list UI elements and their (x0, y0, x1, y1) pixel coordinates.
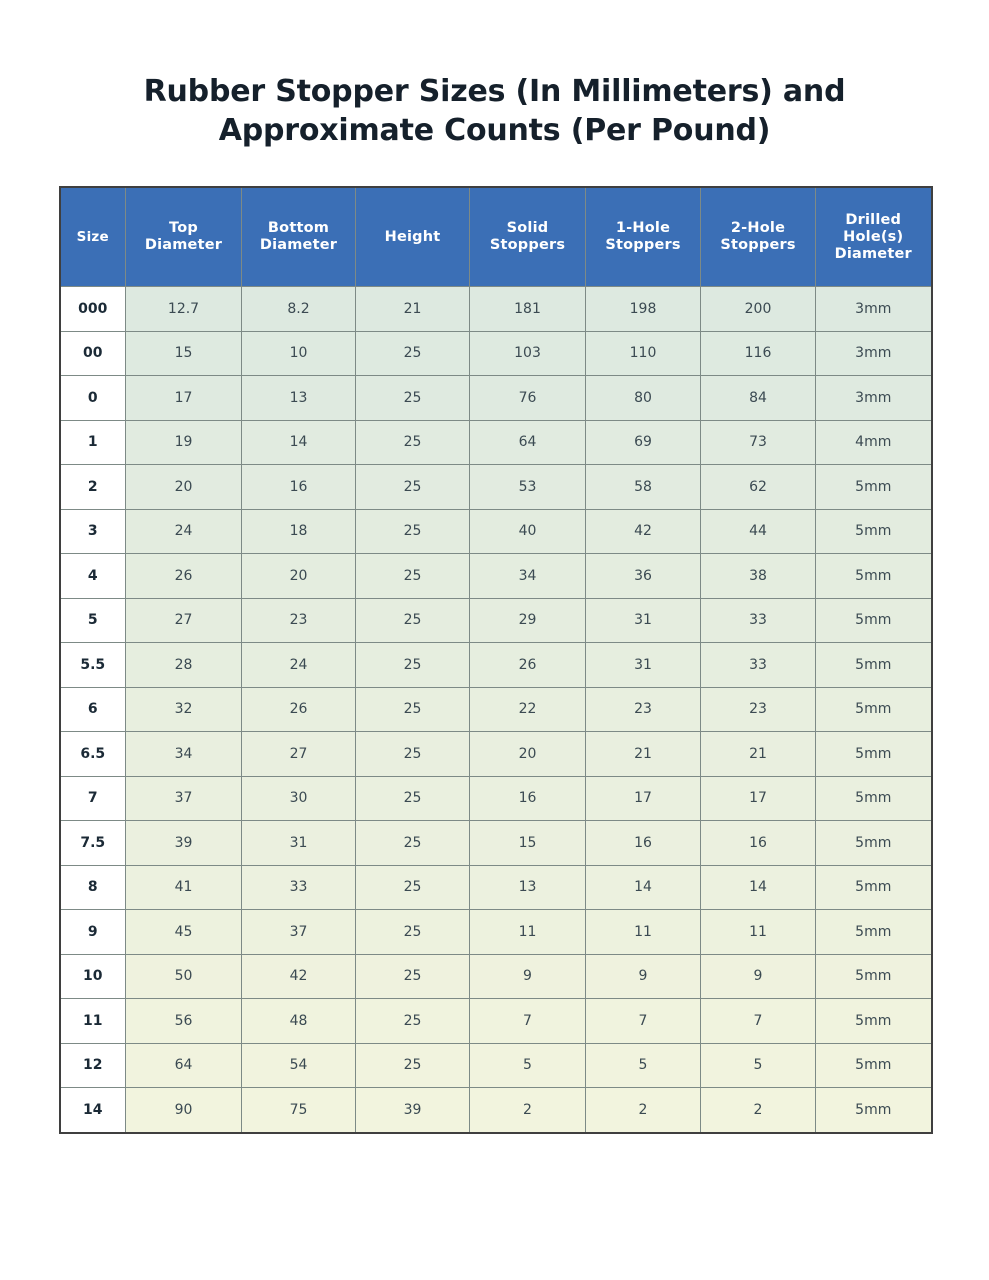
header-main-top: Top (169, 220, 198, 236)
cell-height: 25 (356, 732, 470, 777)
table-row (60, 1088, 932, 1133)
cell-bottom-diameter: 26 (242, 687, 356, 732)
table-row (60, 598, 932, 643)
cell-drilled-hole-diameter: 3mm (816, 287, 932, 332)
table-header (60, 187, 932, 287)
cell-2-hole-stoppers: 200 (701, 287, 816, 332)
cell-2-hole-stoppers: 62 (701, 465, 816, 510)
cell-height: 25 (356, 465, 470, 510)
cell-drilled-hole-diameter: 5mm (816, 1088, 932, 1133)
cell-solid-stoppers: 53 (470, 465, 586, 510)
cell-bottom-diameter: 16 (242, 465, 356, 510)
cell-drilled-hole-diameter: 5mm (816, 509, 932, 554)
cell-solid-stoppers: 16 (470, 776, 586, 821)
table-row (60, 376, 932, 421)
cell-bottom-diameter: 75 (242, 1088, 356, 1133)
cell-height: 25 (356, 420, 470, 465)
column-header-height (356, 187, 470, 287)
table-row (60, 954, 932, 999)
cell-size: 0 (60, 376, 126, 421)
cell-size: 2 (60, 465, 126, 510)
cell-height: 25 (356, 554, 470, 599)
header-sub-solid: Stoppers (489, 237, 566, 253)
cell-bottom-diameter: 13 (242, 376, 356, 421)
cell-size: 5.5 (60, 643, 126, 688)
cell-top-diameter: 24 (126, 509, 242, 554)
cell-height: 25 (356, 821, 470, 866)
table-row (60, 420, 932, 465)
cell-drilled-hole-diameter: 5mm (816, 554, 932, 599)
cell-1-hole-stoppers: 7 (586, 999, 701, 1044)
cell-2-hole-stoppers: 9 (701, 954, 816, 999)
cell-size: 000 (60, 287, 126, 332)
cell-2-hole-stoppers: 116 (701, 331, 816, 376)
cell-top-diameter: 27 (126, 598, 242, 643)
cell-solid-stoppers: 9 (470, 954, 586, 999)
cell-1-hole-stoppers: 31 (586, 643, 701, 688)
cell-size: 7.5 (60, 821, 126, 866)
column-header-drilled-hole-diameter (816, 187, 932, 287)
cell-1-hole-stoppers: 58 (586, 465, 701, 510)
cell-1-hole-stoppers: 2 (586, 1088, 701, 1133)
cell-height: 25 (356, 910, 470, 955)
cell-bottom-diameter: 42 (242, 954, 356, 999)
cell-1-hole-stoppers: 31 (586, 598, 701, 643)
cell-top-diameter: 90 (126, 1088, 242, 1133)
cell-bottom-diameter: 27 (242, 732, 356, 777)
cell-top-diameter: 17 (126, 376, 242, 421)
cell-bottom-diameter: 54 (242, 1043, 356, 1088)
table-row (60, 687, 932, 732)
cell-height: 39 (356, 1088, 470, 1133)
cell-drilled-hole-diameter: 5mm (816, 643, 932, 688)
cell-bottom-diameter: 24 (242, 643, 356, 688)
cell-drilled-hole-diameter: 5mm (816, 865, 932, 910)
cell-bottom-diameter: 8.2 (242, 287, 356, 332)
cell-bottom-diameter: 18 (242, 509, 356, 554)
table-row (60, 331, 932, 376)
cell-1-hole-stoppers: 11 (586, 910, 701, 955)
cell-size: 00 (60, 331, 126, 376)
cell-size: 11 (60, 999, 126, 1044)
cell-bottom-diameter: 20 (242, 554, 356, 599)
cell-drilled-hole-diameter: 3mm (816, 376, 932, 421)
cell-height: 25 (356, 509, 470, 554)
cell-height: 25 (356, 865, 470, 910)
cell-size: 3 (60, 509, 126, 554)
cell-2-hole-stoppers: 73 (701, 420, 816, 465)
cell-bottom-diameter: 10 (242, 331, 356, 376)
header-main-solid: Solid (506, 220, 549, 236)
column-header-1-hole-stoppers (586, 187, 701, 287)
table-header-row (60, 187, 932, 287)
column-header-size (60, 187, 126, 287)
header-sub-bottom: Diameter (259, 237, 338, 253)
cell-1-hole-stoppers: 5 (586, 1043, 701, 1088)
cell-size: 4 (60, 554, 126, 599)
cell-top-diameter: 19 (126, 420, 242, 465)
cell-drilled-hole-diameter: 5mm (816, 465, 932, 510)
cell-top-diameter: 41 (126, 865, 242, 910)
cell-top-diameter: 37 (126, 776, 242, 821)
cell-top-diameter: 50 (126, 954, 242, 999)
cell-2-hole-stoppers: 21 (701, 732, 816, 777)
cell-top-diameter: 28 (126, 643, 242, 688)
cell-height: 25 (356, 1043, 470, 1088)
cell-top-diameter: 15 (126, 331, 242, 376)
table-row (60, 821, 932, 866)
header-sub-drilled: Hole(s) (843, 228, 904, 245)
cell-top-diameter: 34 (126, 732, 242, 777)
cell-drilled-hole-diameter: 5mm (816, 1043, 932, 1088)
header-sub-one-hole: Stoppers (605, 237, 681, 253)
cell-size: 10 (60, 954, 126, 999)
cell-solid-stoppers: 34 (470, 554, 586, 599)
table-row (60, 776, 932, 821)
cell-2-hole-stoppers: 17 (701, 776, 816, 821)
cell-bottom-diameter: 23 (242, 598, 356, 643)
cell-drilled-hole-diameter: 5mm (816, 732, 932, 777)
cell-height: 25 (356, 776, 470, 821)
cell-height: 25 (356, 331, 470, 376)
cell-2-hole-stoppers: 5 (701, 1043, 816, 1088)
cell-solid-stoppers: 103 (470, 331, 586, 376)
cell-1-hole-stoppers: 14 (586, 865, 701, 910)
cell-height: 25 (356, 598, 470, 643)
cell-top-diameter: 64 (126, 1043, 242, 1088)
cell-2-hole-stoppers: 14 (701, 865, 816, 910)
header-sub-two-hole: Stoppers (720, 237, 796, 253)
header-sub2-drilled: Diameter (834, 245, 912, 262)
cell-solid-stoppers: 22 (470, 687, 586, 732)
cell-solid-stoppers: 11 (470, 910, 586, 955)
cell-solid-stoppers: 40 (470, 509, 586, 554)
cell-drilled-hole-diameter: 5mm (816, 999, 932, 1044)
cell-drilled-hole-diameter: 4mm (816, 420, 932, 465)
rubber-stopper-size-table (59, 186, 933, 1134)
header-main-two-hole: 2-Hole (730, 220, 786, 236)
cell-2-hole-stoppers: 16 (701, 821, 816, 866)
cell-2-hole-stoppers: 44 (701, 509, 816, 554)
table-row (60, 1043, 932, 1088)
table-body (60, 287, 932, 1133)
cell-size: 14 (60, 1088, 126, 1133)
header-main-drilled: Drilled (845, 211, 902, 228)
cell-top-diameter: 20 (126, 465, 242, 510)
cell-height: 25 (356, 954, 470, 999)
header-main-bottom: Bottom (267, 220, 330, 236)
cell-drilled-hole-diameter: 5mm (816, 687, 932, 732)
cell-2-hole-stoppers: 2 (701, 1088, 816, 1133)
table-container (59, 186, 931, 1134)
cell-1-hole-stoppers: 9 (586, 954, 701, 999)
cell-solid-stoppers: 181 (470, 287, 586, 332)
cell-bottom-diameter: 31 (242, 821, 356, 866)
cell-solid-stoppers: 7 (470, 999, 586, 1044)
cell-bottom-diameter: 37 (242, 910, 356, 955)
column-header-top-diameter (126, 187, 242, 287)
cell-height: 25 (356, 643, 470, 688)
cell-solid-stoppers: 5 (470, 1043, 586, 1088)
cell-solid-stoppers: 13 (470, 865, 586, 910)
cell-size: 6.5 (60, 732, 126, 777)
cell-top-diameter: 56 (126, 999, 242, 1044)
cell-solid-stoppers: 64 (470, 420, 586, 465)
table-row (60, 554, 932, 599)
cell-2-hole-stoppers: 7 (701, 999, 816, 1044)
cell-height: 25 (356, 687, 470, 732)
cell-height: 25 (356, 999, 470, 1044)
title-line-2: Approximate Counts (Per Pound) (218, 113, 771, 148)
cell-bottom-diameter: 14 (242, 420, 356, 465)
cell-1-hole-stoppers: 110 (586, 331, 701, 376)
cell-height: 25 (356, 376, 470, 421)
table-row (60, 643, 932, 688)
header-main-height: Height (384, 228, 441, 245)
cell-2-hole-stoppers: 38 (701, 554, 816, 599)
title-line-1: Rubber Stopper Sizes (In Millimeters) and (143, 74, 846, 109)
table-row (60, 509, 932, 554)
cell-drilled-hole-diameter: 5mm (816, 910, 932, 955)
cell-1-hole-stoppers: 42 (586, 509, 701, 554)
cell-drilled-hole-diameter: 5mm (816, 821, 932, 866)
cell-top-diameter: 39 (126, 821, 242, 866)
header-sub-top: Diameter (144, 237, 223, 253)
cell-1-hole-stoppers: 16 (586, 821, 701, 866)
cell-top-diameter: 12.7 (126, 287, 242, 332)
cell-bottom-diameter: 33 (242, 865, 356, 910)
cell-solid-stoppers: 2 (470, 1088, 586, 1133)
column-header-bottom-diameter (242, 187, 356, 287)
cell-2-hole-stoppers: 84 (701, 376, 816, 421)
cell-1-hole-stoppers: 198 (586, 287, 701, 332)
cell-height: 21 (356, 287, 470, 332)
cell-size: 5 (60, 598, 126, 643)
page-title (0, 0, 989, 150)
cell-2-hole-stoppers: 11 (701, 910, 816, 955)
cell-1-hole-stoppers: 36 (586, 554, 701, 599)
cell-1-hole-stoppers: 21 (586, 732, 701, 777)
cell-size: 7 (60, 776, 126, 821)
cell-solid-stoppers: 15 (470, 821, 586, 866)
cell-solid-stoppers: 20 (470, 732, 586, 777)
cell-1-hole-stoppers: 17 (586, 776, 701, 821)
cell-1-hole-stoppers: 80 (586, 376, 701, 421)
cell-1-hole-stoppers: 23 (586, 687, 701, 732)
cell-drilled-hole-diameter: 5mm (816, 954, 932, 999)
cell-drilled-hole-diameter: 5mm (816, 776, 932, 821)
table-row (60, 465, 932, 510)
cell-2-hole-stoppers: 23 (701, 687, 816, 732)
cell-size: 6 (60, 687, 126, 732)
table-row (60, 732, 932, 777)
header-main-size: Size (76, 228, 109, 245)
cell-top-diameter: 26 (126, 554, 242, 599)
cell-size: 12 (60, 1043, 126, 1088)
cell-2-hole-stoppers: 33 (701, 643, 816, 688)
cell-bottom-diameter: 30 (242, 776, 356, 821)
cell-top-diameter: 32 (126, 687, 242, 732)
cell-1-hole-stoppers: 69 (586, 420, 701, 465)
cell-solid-stoppers: 26 (470, 643, 586, 688)
column-header-solid-stoppers (470, 187, 586, 287)
header-main-one-hole: 1-Hole (615, 220, 671, 236)
cell-drilled-hole-diameter: 3mm (816, 331, 932, 376)
cell-size: 8 (60, 865, 126, 910)
cell-solid-stoppers: 76 (470, 376, 586, 421)
table-row (60, 910, 932, 955)
table-row (60, 287, 932, 332)
column-header-2-hole-stoppers (701, 187, 816, 287)
cell-size: 9 (60, 910, 126, 955)
cell-drilled-hole-diameter: 5mm (816, 598, 932, 643)
cell-solid-stoppers: 29 (470, 598, 586, 643)
table-row (60, 865, 932, 910)
cell-size: 1 (60, 420, 126, 465)
cell-top-diameter: 45 (126, 910, 242, 955)
cell-bottom-diameter: 48 (242, 999, 356, 1044)
table-row (60, 999, 932, 1044)
cell-2-hole-stoppers: 33 (701, 598, 816, 643)
